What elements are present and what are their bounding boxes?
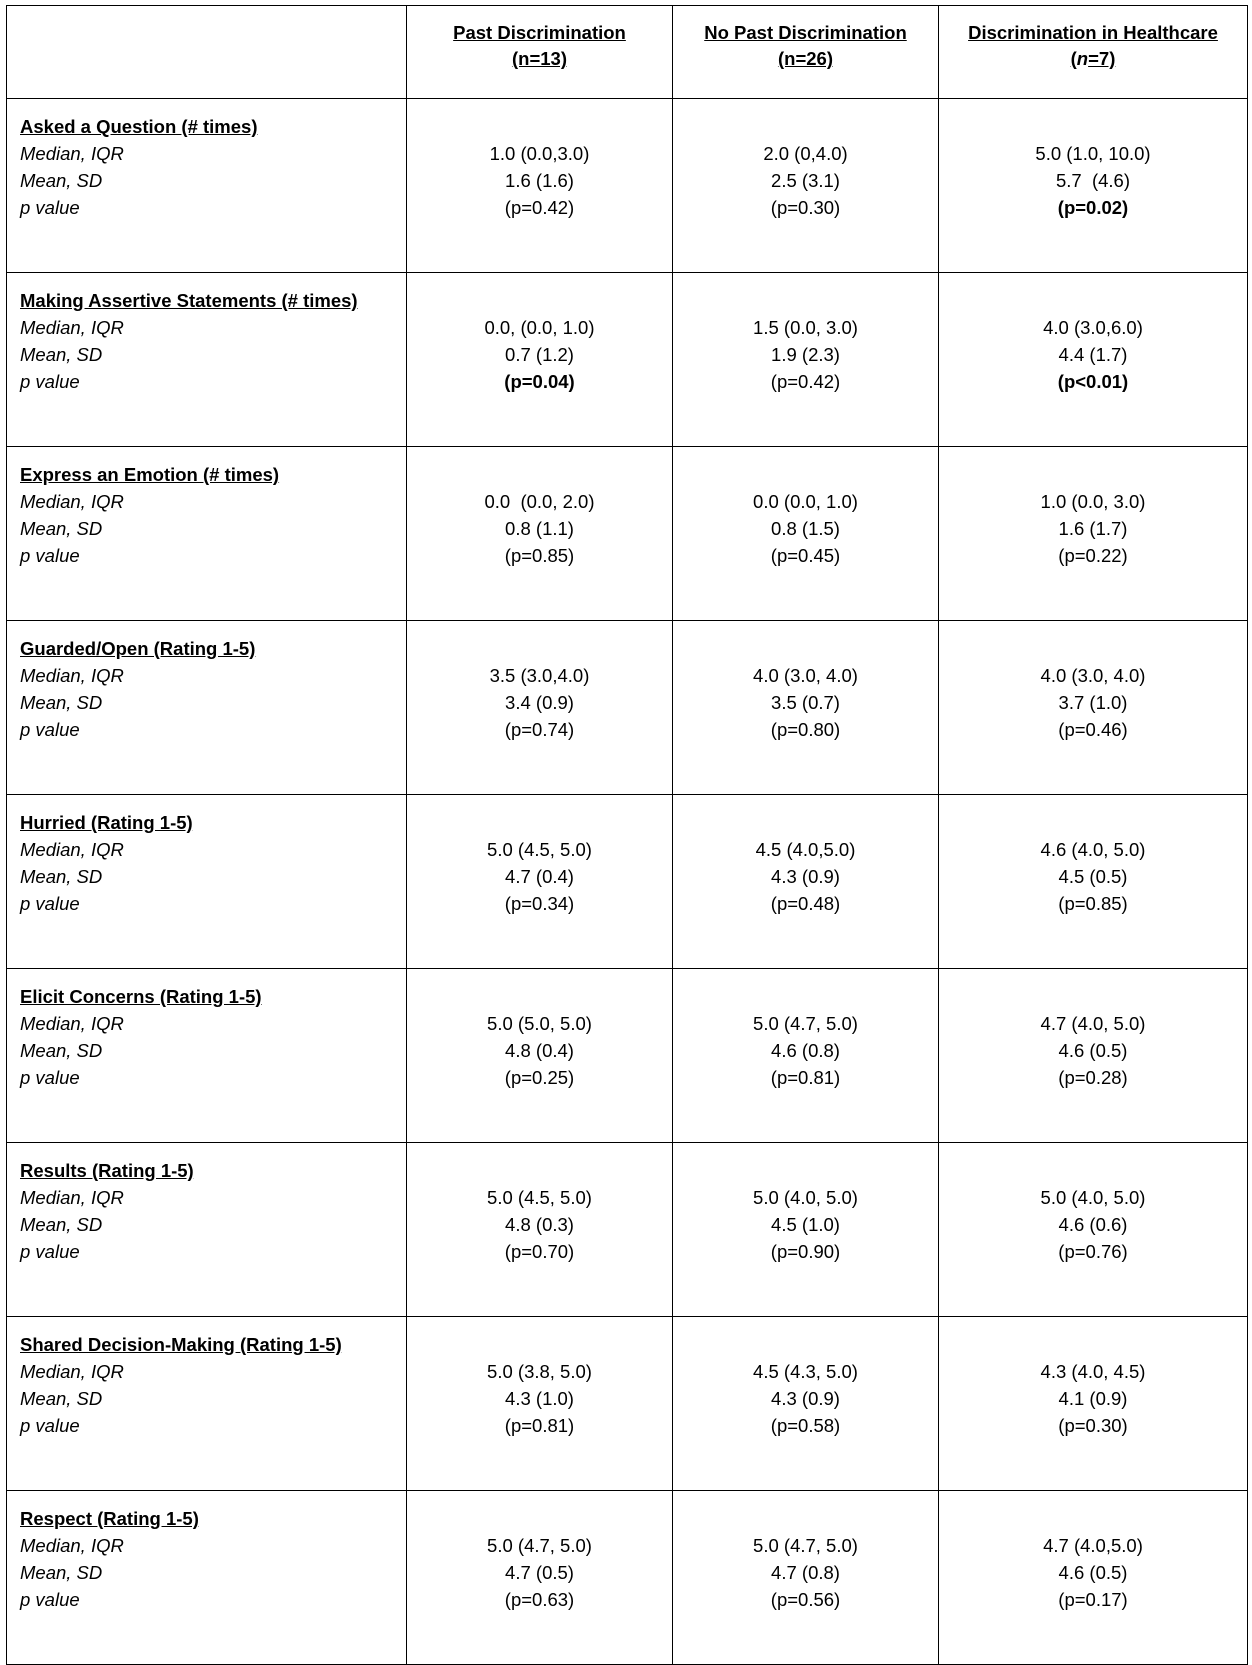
stat-label: Median, IQR xyxy=(20,665,124,686)
stat-label: Median, IQR xyxy=(20,1535,124,1556)
stat-label: Mean, SD xyxy=(20,1040,103,1061)
measure-label-cell xyxy=(7,273,407,447)
stat-value: 4.6 (0.8) xyxy=(771,1040,840,1061)
stat-label: p value xyxy=(20,371,80,392)
table-row xyxy=(7,969,1248,1143)
stat-value: (p=0.74) xyxy=(504,719,575,740)
stat-value: 1.0 (0.0,3.0) xyxy=(489,143,590,164)
stat-value: 4.4 (1.7) xyxy=(1058,344,1128,365)
stat-value: 3.4 (0.9) xyxy=(505,692,574,713)
header-row xyxy=(7,6,1248,99)
stat-label: Median, IQR xyxy=(20,491,124,512)
stat-value: 5.0 (4.0, 5.0) xyxy=(753,1187,858,1208)
stat-value: (p=0.34) xyxy=(504,893,575,914)
stat-label: Mean, SD xyxy=(20,344,103,365)
value-cell xyxy=(673,795,939,969)
stat-value: 4.6 (4.0, 5.0) xyxy=(1040,839,1146,860)
stat-value: (p<0.01) xyxy=(1057,371,1129,392)
stat-label: p value xyxy=(20,1415,80,1436)
value-cell xyxy=(939,969,1248,1143)
stat-label: Median, IQR xyxy=(20,839,124,860)
measure-label-cell xyxy=(7,621,407,795)
stat-value: (p=0.58) xyxy=(770,1415,841,1436)
measure-title: Respect (Rating 1-5) xyxy=(20,1508,199,1529)
stat-value: 3.5 (0.7) xyxy=(771,692,840,713)
value-cell xyxy=(407,795,673,969)
stat-value: 4.7 (0.5) xyxy=(505,1562,574,1583)
value-cell xyxy=(407,447,673,621)
value-cell xyxy=(673,969,939,1143)
stat-value: 4.7 (0.4) xyxy=(505,866,574,887)
measure-title: Guarded/Open (Rating 1-5) xyxy=(20,638,256,659)
value-cell xyxy=(407,1317,673,1491)
stat-value: (p=0.70) xyxy=(504,1241,575,1262)
stat-value: 4.8 (0.3) xyxy=(505,1214,574,1235)
stat-value: 1.9 (2.3) xyxy=(771,344,840,365)
stat-value: 4.6 (0.6) xyxy=(1058,1214,1128,1235)
stat-label: p value xyxy=(20,1067,80,1088)
value-cell xyxy=(939,1317,1248,1491)
stat-value: 5.0 (4.5, 5.0) xyxy=(487,839,592,860)
value-cell xyxy=(939,795,1248,969)
stat-value: 4.5 (1.0) xyxy=(771,1214,840,1235)
value-cell xyxy=(407,969,673,1143)
stat-value: 5.0 (5.0, 5.0) xyxy=(487,1013,592,1034)
table-row xyxy=(7,447,1248,621)
stat-value: (p=0.90) xyxy=(770,1241,841,1262)
stat-value: 5.0 (3.8, 5.0) xyxy=(487,1361,592,1382)
measure-label-cell xyxy=(7,99,407,273)
stat-value: (p=0.25) xyxy=(504,1067,575,1088)
stat-value: 1.6 (1.6) xyxy=(505,170,574,191)
value-cell xyxy=(673,273,939,447)
stat-value: (p=0.42) xyxy=(504,197,575,218)
stat-value: 3.5 (3.0,4.0) xyxy=(489,665,590,686)
value-cell xyxy=(939,621,1248,795)
stat-value: 5.7 (4.6) xyxy=(1055,170,1131,191)
table-border-tail xyxy=(6,1284,7,1292)
stat-value: (p=0.02) xyxy=(1057,197,1129,218)
value-cell xyxy=(939,1143,1248,1317)
stat-value: 1.5 (0.0, 3.0) xyxy=(753,317,858,338)
value-cell xyxy=(407,99,673,273)
stat-value: 4.3 (4.0, 4.5) xyxy=(1040,1361,1146,1382)
measure-title: Shared Decision-Making (Rating 1-5) xyxy=(20,1334,342,1355)
header-n: (n=26) xyxy=(777,48,833,69)
header-past-discrimination xyxy=(407,6,673,99)
stat-label: p value xyxy=(20,545,80,566)
stat-value: (p=0.76) xyxy=(1058,1241,1128,1262)
stat-value: (p=0.04) xyxy=(504,371,575,392)
stat-value: (p=0.22) xyxy=(1058,545,1128,566)
header-label: No Past Discrimination xyxy=(704,22,907,43)
stat-value: 0.0 (0.0, 2.0) xyxy=(484,491,595,512)
stat-value: 4.5 (0.5) xyxy=(1058,866,1128,887)
stat-value: (p=0.28) xyxy=(1058,1067,1128,1088)
measure-label-cell xyxy=(7,1491,407,1665)
stat-value: (p=0.63) xyxy=(504,1589,575,1610)
stat-value: (p=0.46) xyxy=(1058,719,1128,740)
stat-label: Median, IQR xyxy=(20,1187,124,1208)
measure-label-cell xyxy=(7,447,407,621)
stat-value: 5.0 (4.7, 5.0) xyxy=(753,1535,858,1556)
value-cell xyxy=(407,621,673,795)
stat-label: Mean, SD xyxy=(20,170,103,191)
stat-label: Mean, SD xyxy=(20,866,103,887)
stat-label: Median, IQR xyxy=(20,1361,124,1382)
table-row xyxy=(7,1317,1248,1491)
stat-value: 0.0, (0.0, 1.0) xyxy=(484,317,595,338)
header-label: Discrimination in Healthcare xyxy=(968,22,1218,43)
stat-value: 4.3 (0.9) xyxy=(771,866,840,887)
stat-value: 5.0 (4.0, 5.0) xyxy=(1040,1187,1146,1208)
value-cell xyxy=(673,447,939,621)
stat-value: 5.0 (4.7, 5.0) xyxy=(487,1535,592,1556)
measure-title: Express an Emotion (# times) xyxy=(20,464,280,485)
table-row xyxy=(7,1143,1248,1317)
stat-value: 1.0 (0.0, 3.0) xyxy=(1040,491,1146,512)
header-n: (n=7) xyxy=(1070,48,1116,69)
measure-title: Hurried (Rating 1-5) xyxy=(20,812,193,833)
value-cell xyxy=(939,99,1248,273)
stat-value: 0.8 (1.1) xyxy=(505,518,574,539)
table-row xyxy=(7,99,1248,273)
header-empty-cell xyxy=(7,6,407,99)
stat-value: 4.0 (3.0, 4.0) xyxy=(1040,665,1146,686)
stat-value: (p=0.56) xyxy=(770,1589,841,1610)
stat-value: 4.0 (3.0,6.0) xyxy=(1043,317,1143,338)
stat-value: 4.3 (0.9) xyxy=(771,1388,840,1409)
stat-value: 5.0 (4.5, 5.0) xyxy=(487,1187,592,1208)
value-cell xyxy=(673,1317,939,1491)
stat-value: 0.0 (0.0, 1.0) xyxy=(753,491,858,512)
stat-value: 5.0 (4.7, 5.0) xyxy=(753,1013,858,1034)
value-cell xyxy=(673,1143,939,1317)
header-label: Past Discrimination xyxy=(453,22,626,43)
stat-value: 3.7 (1.0) xyxy=(1058,692,1128,713)
stat-label: p value xyxy=(20,719,80,740)
stat-value: 4.8 (0.4) xyxy=(505,1040,574,1061)
stat-label: Mean, SD xyxy=(20,1562,103,1583)
stat-value: 4.7 (4.0,5.0) xyxy=(1043,1535,1143,1556)
stat-label: p value xyxy=(20,197,80,218)
value-cell xyxy=(407,1491,673,1665)
table-row xyxy=(7,621,1248,795)
stat-label: Median, IQR xyxy=(20,1013,124,1034)
table-row xyxy=(7,273,1248,447)
header-n: (n=13) xyxy=(511,48,567,69)
stat-value: (p=0.81) xyxy=(770,1067,841,1088)
stat-value: 5.0 (1.0, 10.0) xyxy=(1035,143,1151,164)
measure-label-cell xyxy=(7,1317,407,1491)
stat-value: (p=0.42) xyxy=(770,371,841,392)
results-table xyxy=(6,5,1248,1665)
stat-value: (p=0.48) xyxy=(770,893,841,914)
measure-title: Results (Rating 1-5) xyxy=(20,1160,194,1181)
stat-value: (p=0.80) xyxy=(770,719,841,740)
stat-value: 0.8 (1.5) xyxy=(771,518,840,539)
stat-label: p value xyxy=(20,1589,80,1610)
stat-label: p value xyxy=(20,1241,80,1262)
measure-label-cell xyxy=(7,969,407,1143)
value-cell xyxy=(673,1491,939,1665)
header-no-past-discrimination xyxy=(673,6,939,99)
results-table-body xyxy=(7,6,1248,1665)
value-cell xyxy=(407,1143,673,1317)
stat-value: 4.3 (1.0) xyxy=(505,1388,574,1409)
stat-label: Median, IQR xyxy=(20,143,124,164)
stat-value: (p=0.45) xyxy=(770,545,841,566)
stat-value: 4.5 (4.3, 5.0) xyxy=(753,1361,858,1382)
stat-label: Mean, SD xyxy=(20,1388,103,1409)
stat-label: p value xyxy=(20,893,80,914)
stat-value: 4.7 (0.8) xyxy=(771,1562,840,1583)
measure-title: Making Assertive Statements (# times) xyxy=(20,290,358,311)
stat-value: 0.7 (1.2) xyxy=(505,344,574,365)
stat-value: 4.6 (0.5) xyxy=(1058,1562,1128,1583)
table-row xyxy=(7,795,1248,969)
stat-label: Mean, SD xyxy=(20,1214,103,1235)
stat-label: Mean, SD xyxy=(20,692,103,713)
value-cell xyxy=(939,273,1248,447)
stat-value: (p=0.81) xyxy=(504,1415,575,1436)
stat-value: 4.7 (4.0, 5.0) xyxy=(1040,1013,1146,1034)
measure-title: Asked a Question (# times) xyxy=(20,116,258,137)
value-cell xyxy=(673,621,939,795)
measure-label-cell xyxy=(7,795,407,969)
stat-value: 2.5 (3.1) xyxy=(771,170,840,191)
measure-title: Elicit Concerns (Rating 1-5) xyxy=(20,986,262,1007)
stat-value: 4.0 (3.0, 4.0) xyxy=(753,665,858,686)
value-cell xyxy=(939,1491,1248,1665)
stat-label: Median, IQR xyxy=(20,317,124,338)
stat-value: 4.5 (4.0,5.0) xyxy=(755,839,856,860)
stat-value: (p=0.30) xyxy=(770,197,841,218)
value-cell xyxy=(939,447,1248,621)
header-discrimination-in-healthcare xyxy=(939,6,1248,99)
table-row xyxy=(7,1491,1248,1665)
stat-value: 4.1 (0.9) xyxy=(1058,1388,1128,1409)
stat-value: (p=0.30) xyxy=(1058,1415,1128,1436)
stat-value: (p=0.85) xyxy=(504,545,575,566)
stat-value: 1.6 (1.7) xyxy=(1058,518,1128,539)
stat-value: (p=0.85) xyxy=(1058,893,1128,914)
stat-value: (p=0.17) xyxy=(1058,1589,1128,1610)
value-cell xyxy=(407,273,673,447)
stat-label: Mean, SD xyxy=(20,518,103,539)
stat-value: 4.6 (0.5) xyxy=(1058,1040,1128,1061)
value-cell xyxy=(673,99,939,273)
measure-label-cell xyxy=(7,1143,407,1317)
stat-value: 2.0 (0,4.0) xyxy=(763,143,848,164)
